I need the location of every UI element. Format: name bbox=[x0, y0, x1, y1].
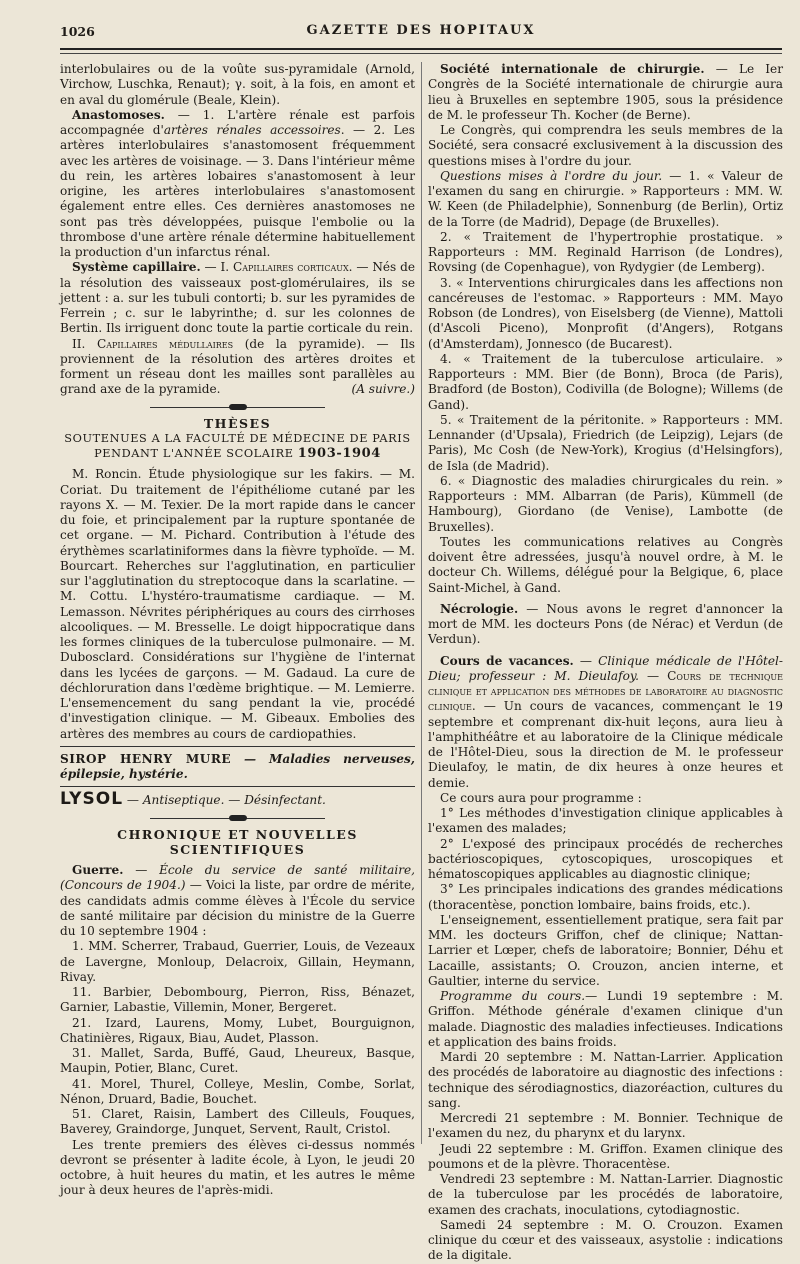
journal-title: GAZETTE DES HOPITAUX bbox=[306, 23, 536, 38]
communications-paragraph: Toutes les communications relatives au Congrès doivent être adressées, jusqu'à nouvel ordre, à M. le docteur Ch. Willems, délégué pour la Belgique, 6, place Saint-Michel, à Gand. bbox=[428, 534, 783, 595]
necro-heading: Nécrologie. bbox=[440, 601, 519, 616]
ad-sirop bbox=[60, 752, 415, 783]
necro-paragraph bbox=[428, 602, 783, 648]
programme-text: — Lundi 19 septembre : M. Griffon. Méthode générale d'examen clinique d'un malade. Diagnostic des maladies infectieuses. Indications et application des bains froids. bbox=[428, 989, 784, 1049]
column-divider bbox=[421, 62, 422, 1144]
ad-sirop-brand: SIROP HENRY MURE bbox=[60, 751, 232, 766]
section-ornament bbox=[60, 812, 415, 824]
a-suivre: (A suivre.) bbox=[351, 382, 415, 397]
congres-paragraph: Le Congrès, qui comprendra les seuls membres de la Société, sera consacré exclusivement à la discussion des questions mises à l'ordre du jour. bbox=[428, 123, 783, 168]
medullary-paragraph: II. Capillaires médullaires (de la pyramide). — Ils proviennent de la résolution des artères droites et forment un réseau dont les mailles sont parallèles au grand axe de la pyramide. (A suivre.) bbox=[60, 336, 416, 397]
candidate-list-item: 31. Mallet, Sarda, Buffé, Gaud, Lheureux, Basque, Maupin, Potier, Blanc, Curet. bbox=[60, 1046, 415, 1076]
page-header bbox=[60, 20, 782, 44]
candidate-list-item: 1. MM. Scherrer, Trabaud, Guerrier, Louis, de Vezeaux de Lavergne, Monloup, Delacroix, Gillain, Heymann, Rivay. bbox=[60, 939, 415, 984]
page-number: 1026 bbox=[60, 24, 95, 39]
capillary-paragraph: Système capillaire. — I. Capillaires corticaux. — Nés de la résolution des vaisseaux post-glomérulaires, ils se jettent : a. sur les tubuli contorti; b. sur les pyramides de Ferrein ; c. sur le labyrinthe; d. sur les colonnes de Bertin. Ils irriguent donc toute la partie corticale du rein. bbox=[60, 260, 416, 336]
cours-heading: Cours de vacances. bbox=[440, 653, 574, 668]
questions-paragraph bbox=[428, 169, 783, 230]
medullary-smallcaps: Capillaires médullaires bbox=[96, 336, 234, 351]
programme-item: 3° Les principales indications des grandes médications (thoracentèse, ponction lombaire, bains froids, etc.). bbox=[428, 882, 783, 912]
header-rule-thin bbox=[60, 53, 782, 54]
theses-title: THÈSES bbox=[203, 415, 272, 431]
schedule-item: Mardi 20 septembre : M. Nattan-Larrier. Application des procédés de laboratoire au diagnostic des infections : technique des sérodiagnostics, diazoréaction, cultures du sang. bbox=[428, 1050, 783, 1110]
ad-lysol-brand: LYSOL bbox=[60, 789, 124, 810]
intro-paragraph: interlobulaires ou de la voûte sus-pyramidale (Arnold, Virchow, Luschka, Renaut); γ. soit, à la fois, en amont et en aval du glomérule (Beale, Klein). bbox=[60, 62, 415, 107]
final-paragraph: Les trente premiers des élèves ci-dessus nommés devront se présenter à ladite école, à Lyon, le jeudi 20 octobre, à huit heures du matin, et les autres le même jour à deux heures de l'après-midi. bbox=[60, 1137, 415, 1198]
candidate-list-item: 41. Morel, Thurel, Colleye, Meslin, Combe, Sorlat, Nénon, Druard, Badie, Bouchet. bbox=[60, 1076, 415, 1106]
schedule-item: Samedi 24 septembre : M. O. Crouzon. Examen clinique du cœur et des vaisseaux, asystolie : indications de la digitale. bbox=[428, 1217, 783, 1263]
programme-italic: Programme du cours. bbox=[440, 989, 586, 1003]
ad-sirop-text: — Maladies nerveuses, épilepsie, hystérie. bbox=[60, 751, 415, 781]
cours-italic: Clinique médicale de l'Hôtel-Dieu; professeur : M. Dieulafoy. bbox=[428, 653, 783, 683]
capillary-text: — Nés de la résolution des vaisseaux post-glomérulaires, ils se jettent : a. sur les tubuli contorti; b. sur les pyramides de Ferrein ; c. sur le labyrinthe; d. sur les colonnes de Bertin. Ils irriguent donc toute la partie corticale du rein. bbox=[60, 260, 416, 336]
necro-text: — Nous avons le regret d'annoncer la mort de MM. les docteurs Pons (de Nérac) et Verdun (de Verdun). bbox=[428, 601, 783, 647]
candidate-list-item: 21. Izard, Laurens, Momy, Lubet, Bourguignon, Chatinières, Rigaux, Biau, Audet, Plasson. bbox=[60, 1015, 415, 1045]
ad-lysol bbox=[60, 789, 415, 810]
medullary-text: (de la pyramide). — Ils proviennent de la résolution des artères droites et forment un réseau dont les mailles sont parallèles au grand axe de la pyramide. bbox=[60, 336, 416, 397]
guerre-paragraph: Guerre. — École du service de santé militaire, (Concours de 1904.) — Voici la liste, par ordre de mérite, des candidats admis comme élèves à l'École du service de santé militaire par décision du ministre de la Guerre du 10 septembre 1904 : bbox=[60, 863, 415, 938]
separator bbox=[60, 746, 415, 747]
guerre-text: — Voici la liste, par ordre de mérite, des candidats admis comme élèves à l'École du service de santé militaire par décision du ministre de la Guerre du 10 septembre 1904 : bbox=[60, 878, 415, 938]
societe-text: — Le Ier Congrès de la Société internationale de chirurgie aura lieu à Bruxelles en septembre 1905, sous la présidence de M. le professeur Th. Kocher (de Berne). bbox=[428, 62, 783, 122]
header-rule bbox=[60, 48, 782, 50]
anastomoses-paragraph bbox=[60, 108, 415, 261]
cours-smallcaps: Cours de technique clinique et application des méthodes de laboratoire au diagnostic clinique. bbox=[428, 668, 783, 714]
schedule-item: Jeudi 22 septembre : M. Griffon. Examen clinique des poumons et de la plèvre. Thoracentèse. bbox=[428, 1141, 783, 1171]
question-item: 6. « Diagnostic des maladies chirurgicales du rein. » Rapporteurs : MM. Albarran (de Paris), Kümmell (de Hambourg), Giordano (de Venise), Lambotte (de Bruxelles). bbox=[428, 473, 783, 534]
question-item: 3. « Interventions chirurgicales dans les affections non cancéreuses de l'estomac. » Rapporteurs : MM. Mayo Robson (de Londres), von Eiselsberg (de Vienne), Mattoli (d'Ascoli Piceno), Monprofit (d'Angers), Rotgans (d'Amsterdam), Jonnesco (de Bucarest). bbox=[428, 275, 783, 351]
question-item: 4. « Traitement de la tuberculose articulaire. » Rapporteurs : MM. Bier (de Bonn), Broca (de Paris), Bradford (de Boston), Codivilla (de Bologne); Willems (de Gand). bbox=[428, 351, 783, 412]
guerre-italic: École du service de santé militaire, (Concours de 1904.) bbox=[60, 863, 415, 893]
theses-year: 1903-1904 bbox=[297, 446, 381, 461]
programme-paragraph bbox=[428, 989, 783, 1050]
guerre-heading: Guerre. bbox=[72, 863, 124, 877]
candidate-list-item: 11. Barbier, Debombourg, Pierron, Riss, Bénazet, Garnier, Labastie, Villemin, Moner, Bergeret. bbox=[60, 985, 415, 1015]
questions-text: — 1. « Valeur de l'examen du sang en chirurgie. » Rapporteurs : MM. W. W. Keen (de Philadelphie), Sonnenburg (de Berlin), Ortiz de la Torre (de Madrid), Depage (de Bruxelles). bbox=[428, 168, 783, 229]
anastomoses-text-1: — 1. L'artère rénale est parfois accompagnée d' bbox=[60, 107, 415, 137]
capillary-heading: Système capillaire. bbox=[72, 260, 201, 275]
questions-italic: Questions mises à l'ordre du jour. bbox=[440, 168, 663, 183]
theses-subtitle: SOUTENUES A LA FACULTÉ DE MÉDECINE DE PARIS bbox=[64, 431, 411, 445]
candidate-list-item: 51. Claret, Raisin, Lambert des Cilleuls, Fouques, Baverey, Graindorge, Junquet, Servent, Rault, Cristol. bbox=[60, 1107, 415, 1137]
societe-paragraph bbox=[428, 62, 783, 123]
anastomoses-italic: artères rénales accessoires bbox=[163, 123, 341, 137]
societe-heading: Société internationale de chirurgie. bbox=[440, 62, 705, 76]
chronique-title: CHRONIQUE ET NOUVELLES SCIENTIFIQUES bbox=[117, 826, 358, 857]
schedule-item: Mercredi 21 septembre : M. Bonnier. Technique de l'examen du nez, du pharynx et du larynx. bbox=[428, 1111, 783, 1141]
ad-lysol-text: — Antiseptique. — Désinfectant. bbox=[123, 793, 326, 808]
question-item: 2. « Traitement de l'hypertrophie prostatique. » Rapporteurs : MM. Reginald Harrison (de Londres), Rovsing (de Copenhague), von Rydygier (de Lemberg). bbox=[428, 229, 783, 275]
question-item: 5. « Traitement de la péritonite. » Rapporteurs : MM. Lennander (d'Upsala), Friedrich (de Leipzig), Lejars (de Paris), Mc Cosh (de New-York), Krogius (d'Helsingfors), de Isla (de Madrid). bbox=[428, 412, 783, 473]
anastomoses-heading: Anastomoses. bbox=[72, 107, 165, 122]
theses-year-line bbox=[60, 446, 415, 461]
schedule-item: Vendredi 23 septembre : M. Nattan-Larrier. Diagnostic de la tuberculose par les procédés de laboratoire, examen des crachats, inoculations, cytodiagnostic. bbox=[428, 1172, 783, 1217]
left-column bbox=[60, 62, 415, 1199]
section-ornament bbox=[60, 401, 415, 413]
anastomoses-text-2: . — 2. Les artères interlobulaires s'anastomosent fréquemment avec les artères de voisinage. — 3. Dans l'intérieur même du rein, les artères lobaires s'anastomosent à leur origine, les artères interlobulaires s'anastomosent également entre elles. Ces dernières anastomoses ne sont pas très développées, puisque l'embolie ou la thrombose d'une artère rénale détermine habituellement la production d'un infarctus rénal. bbox=[60, 123, 415, 259]
programme-item: 1° Les méthodes d'investigation clinique applicables à l'examen des malades; bbox=[428, 806, 783, 836]
separator bbox=[60, 786, 415, 787]
programme-intro: Ce cours aura pour programme : bbox=[440, 790, 642, 805]
theses-list: M. Roncin. Étude physiologique sur les fakirs. — M. Coriat. Du traitement de l'épithéliome cutané par les rayons X. — M. Texier. De la mort rapide dans le cancer du foie, et principalement par la rupture spontanée de cet organe. — M. Pichard. Contribution à l'étude des érythèmes scarlatiniformes dans la fièvre typhoïde. — M. Bourcart. Reherches sur l'agglutination, en particulier sur l'agglutination du streptocoque dans la scarlatine. — M. Cottu. L'hystéro-traumatisme cardiaque. — M. Lemasson. Névrites périphériques au cours des cirrhoses alcooliques. — M. Bresselle. Le doigt hippocratique dans les formes cliniques de la tuberculose pulmonaire. — M. Dubosclard. Considérations sur l'hygiène de l'internat dans les lycées de garçons. — M. Gadaud. La cure de déchloruration dans l'œdème brightique. — M. Lemierre. L'ensemencement du sang pendant la vie, procédé d'investigation clinique. — M. Gibeaux. Embolies des artères des membres au cours de cardiopathies. bbox=[60, 467, 415, 741]
enseignement-paragraph: L'enseignement, essentiellement pratique, sera fait par MM. les docteurs Griffon, chef de clinique; Nattan-Larrier et Lœper, chefs de laboratoire; Bonnier, Déhu et Lacaille, assistants; O. Crouzon, ancien interne, et Gaultier, interne du service. bbox=[428, 912, 783, 988]
cours-text: — Un cours de vacances, commençant le 19 septembre et comprenant dix-huit leçons, aura lieu à l'amphithéâtre et au laboratoire de la Clinique médicale de l'Hôtel-Dieu, sous la direction de M. le professeur Dieulafoy, le matin, de dix heures à onze heures et demie. bbox=[428, 699, 783, 790]
capillary-smallcaps: Capillaires corticaux. bbox=[232, 260, 353, 275]
right-column bbox=[428, 62, 783, 1264]
programme-item: 2° L'exposé des principaux procédés de recherches bactérioscopiques, cytoscopiques, uroscopiques et hématoscopiques applicables au diagnostic clinique; bbox=[428, 836, 783, 881]
cours-paragraph: Cours de vacances. — Clinique médicale de l'Hôtel-Dieu; professeur : M. Dieulafoy. — Cours de technique clinique et application des méthodes de laboratoire au diagnostic clinique. — Un cours de vacances, commençant le 19 septembre et comprenant dix-huit leçons, aura lieu à l'amphithéâtre et au laboratoire de la Clinique médicale de l'Hôtel-Dieu, sous la direction de M. le professeur Dieulafoy, le matin, de dix heures à onze heures et demie. bbox=[428, 653, 783, 790]
theses-year-prefix: PENDANT L'ANNÉE SCOLAIRE bbox=[94, 447, 294, 460]
